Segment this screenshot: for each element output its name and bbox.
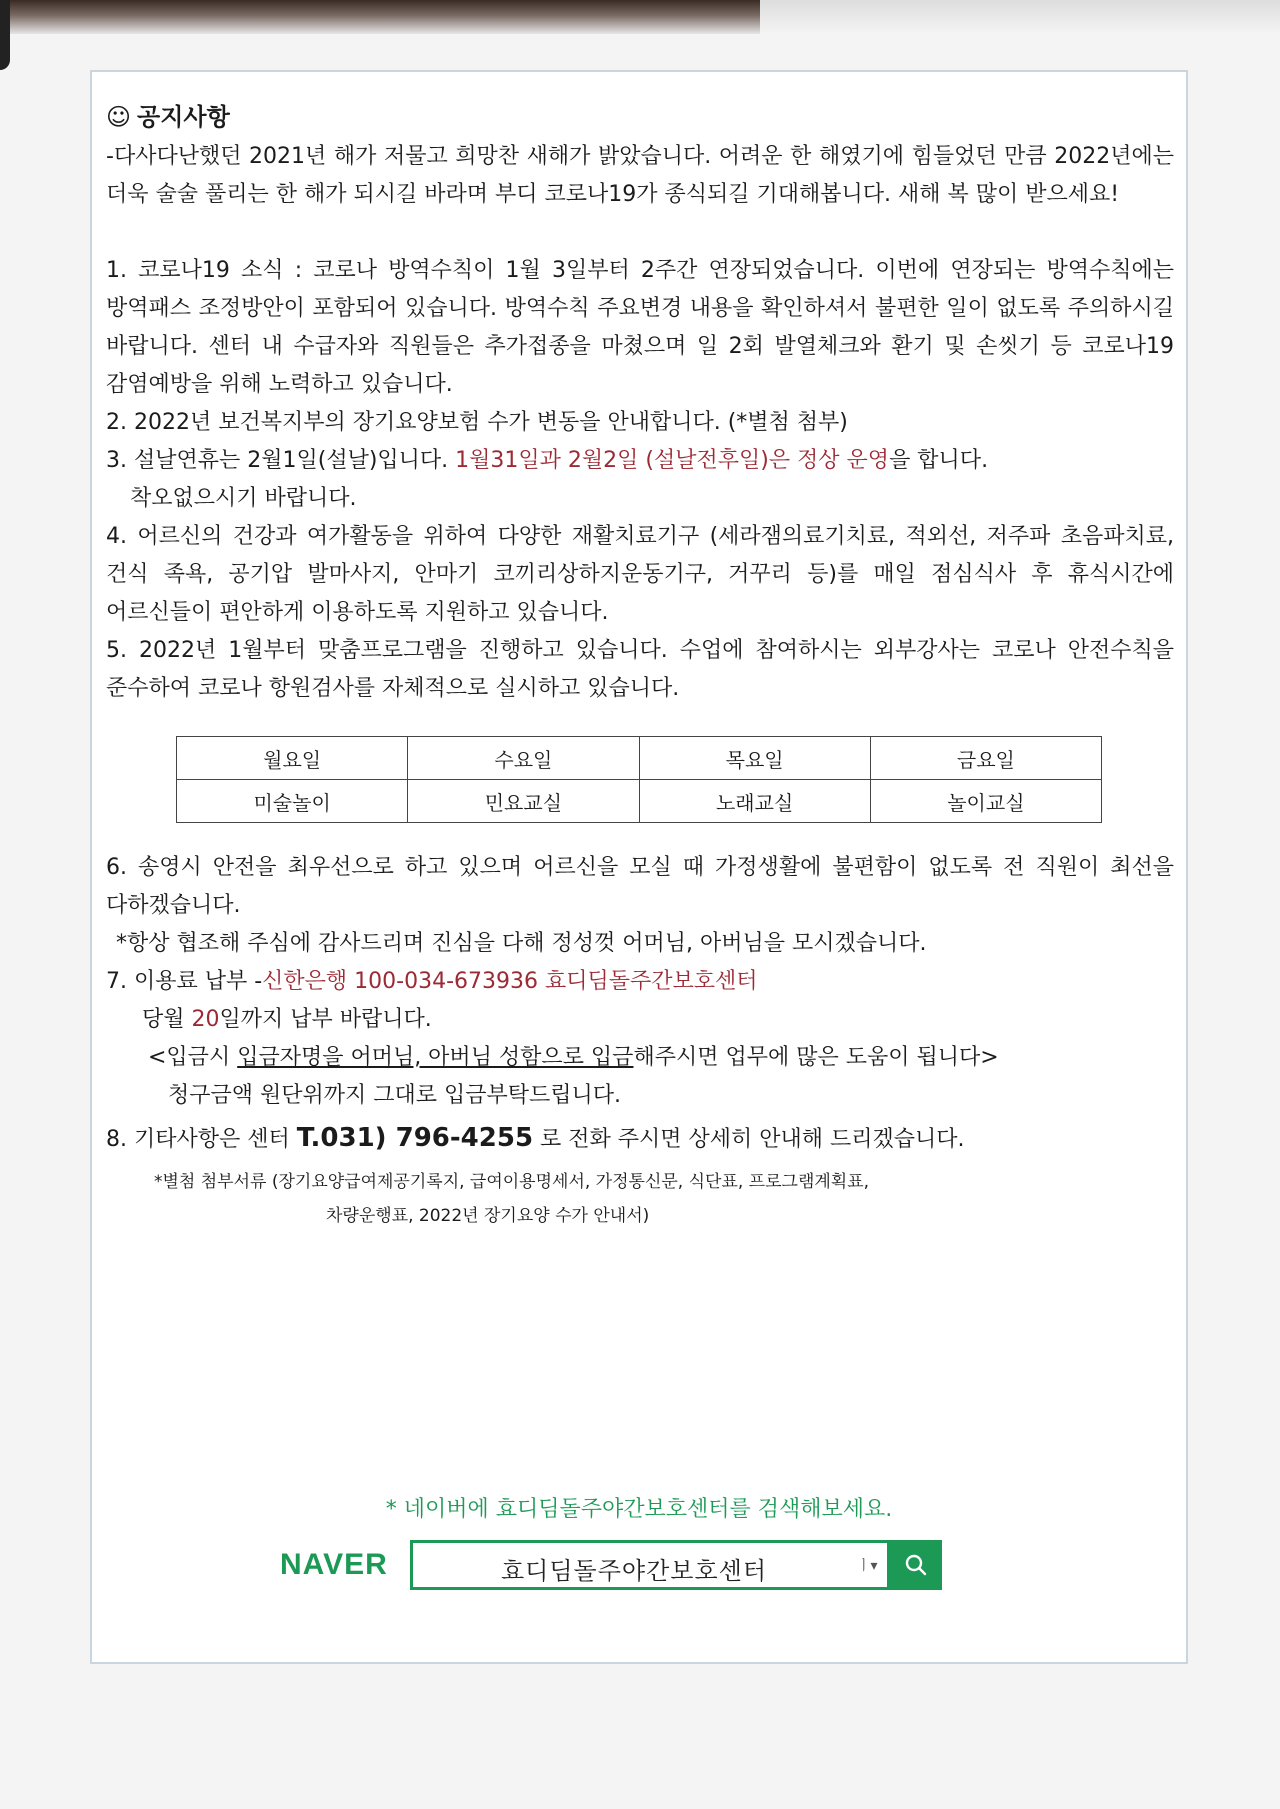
item-7-payment bbox=[106, 963, 1174, 1001]
item-7-due-text-end: 일까지 납부 바랍니다. bbox=[219, 1007, 432, 1032]
item-2-insurance: 2. 2022년 보건복지부의 장기요양보험 수가 변동을 안내합니다. (*별첨 첨부) bbox=[106, 410, 848, 435]
item-7-text: 7. 이용료 납부 - bbox=[106, 969, 263, 994]
attachments-line-1: *별첨 첨부서류 (장기요양급여제공기록지, 급여이용명세서, 가정통신문, 식단표, 프로그램계획표, bbox=[154, 1172, 870, 1192]
item-7-deposit-note bbox=[106, 1039, 1174, 1077]
item-7-amount-note: 청구금액 원단위까지 그대로 입금부탁드립니다. bbox=[168, 1083, 622, 1108]
naver-logo: NAVER bbox=[280, 1548, 388, 1581]
scan-top-shadow bbox=[0, 0, 1280, 34]
notice-title bbox=[106, 100, 1174, 134]
smile-icon: ☺ bbox=[106, 103, 132, 131]
naver-search-hint: * 네이버에 효디딤돌주야간보호센터를 검색해보세요. bbox=[385, 1497, 893, 1522]
item-6-transport: 6. 송영시 안전을 최우선으로 하고 있으며 어르신을 모실 때 가정생활에 불편함이 없도록 전 직원이 최선을 다하겠습니다. bbox=[106, 855, 1174, 918]
schedule-days-row bbox=[177, 737, 1102, 780]
schedule-program: 민요교실 bbox=[408, 780, 639, 823]
item-8-text: 8. 기타사항은 센터 bbox=[106, 1127, 297, 1152]
search-query: 효디딤돌주야간보호센터 bbox=[501, 1557, 768, 1585]
item-7-due-text: 당월 bbox=[142, 1007, 192, 1032]
item-3-holiday bbox=[106, 442, 1174, 480]
schedule-program: 미술놀이 bbox=[177, 780, 408, 823]
attachments-note bbox=[106, 1165, 1174, 1233]
item-4-rehab: 4. 어르신의 건강과 여가활동을 위하여 다양한 재활치료기구 (세라잼의료기치료, 적외선, 저주파 초음파치료, 건식 족욕, 공기압 발마사지, 안마기 코끼리상하지운동기구, 거꾸리 등)를 매일 점심식사 후 휴식시간에 어르신들이 편안하게 이용하도록 지원하고 있습니다. bbox=[106, 524, 1174, 625]
scan-left-shadow bbox=[0, 0, 10, 70]
item-8-text-end: 로 전화 주시면 상세히 안내해 드리겠습니다. bbox=[533, 1127, 965, 1152]
notice-content bbox=[106, 100, 1174, 1233]
schedule-day: 금요일 bbox=[870, 737, 1101, 780]
item-3-text: 3. 설날연휴는 2월1일(설날)입니다. bbox=[106, 448, 456, 473]
item-1-covid: 1. 코로나19 소식 : 코로나 방역수칙이 1월 3일부터 2주간 연장되었습니다. 이번에 연장되는 방역수칙에는 방역패스 조정방안이 포함되어 있습니다. 방역수칙 주요변경 내용을 확인하셔서 불편한 일이 없도록 주의하시길 바랍니다. 센터 내 수급자와 직원들은 추가접종을 마쳤으며 일 2회 발열체크와 환기 및 손씻기 등 코로나19 감염예방을 위해 노력하고 있습니다. bbox=[106, 258, 1174, 397]
item-5-program: 5. 2022년 1월부터 맞춤프로그램을 진행하고 있습니다. 수업에 참여하시는 외부강사는 코로나 안전수칙을 준수하여 코로나 항원검사를 자체적으로 실시하고 있습니다. bbox=[106, 638, 1174, 701]
schedule-program: 노래교실 bbox=[639, 780, 870, 823]
item-8-contact bbox=[106, 1119, 1174, 1159]
item-3-highlight: 1월31일과 2월2일 (설날전후일)은 정상 운영 bbox=[455, 448, 890, 473]
chevron-down-icon[interactable]: ㅣ▾ bbox=[857, 1558, 878, 1574]
bank-account: 신한은행 100-034-673936 효디딤돌주간보호센터 bbox=[262, 969, 758, 994]
scan-right-fade bbox=[1190, 60, 1280, 440]
schedule-programs-row bbox=[177, 780, 1102, 823]
notice-title-text: 공지사항 bbox=[137, 103, 230, 131]
search-input[interactable] bbox=[410, 1540, 890, 1590]
schedule-table bbox=[176, 736, 1102, 823]
item-6-note: *항상 협조해 주심에 감사드리며 진심을 다해 정성껏 어머님, 아버님을 모시겠습니다. bbox=[116, 931, 927, 956]
deposit-note-end: 해주시면 업무에 많은 도움이 됩니다> bbox=[633, 1045, 999, 1070]
notice-sheet bbox=[90, 70, 1188, 1664]
due-day: 20 bbox=[191, 1007, 220, 1032]
intro-paragraph: -다사다난했던 2021년 해가 저물고 희망찬 새해가 밝았습니다. 어려운 한 해였기에 힘들었던 만큼 2022년에는 더욱 술술 풀리는 한 해가 되시길 바라며 부디 코로나19가 종식되길 기대해봅니다. 새해 복 많이 받으세요! bbox=[106, 144, 1174, 207]
schedule-day: 수요일 bbox=[408, 737, 639, 780]
item-3-note: 착오없으시기 바랍니다. bbox=[130, 486, 357, 511]
schedule-day: 월요일 bbox=[177, 737, 408, 780]
center-phone: T.031) 796-4255 bbox=[296, 1123, 534, 1153]
deposit-note-underlined: 입금자명을 어머님, 아버님 성함으로 입금 bbox=[237, 1045, 634, 1070]
search-icon bbox=[904, 1553, 928, 1577]
item-3-text-end: 을 합니다. bbox=[889, 448, 989, 473]
deposit-note-start: <입금시 bbox=[148, 1045, 238, 1070]
schedule-day: 목요일 bbox=[639, 737, 870, 780]
naver-search-bar bbox=[280, 1540, 960, 1594]
search-button[interactable] bbox=[890, 1540, 942, 1590]
schedule-program: 놀이교실 bbox=[870, 780, 1101, 823]
attachments-line-2: 차량운행표, 2022년 장기요양 수가 안내서) bbox=[326, 1206, 650, 1226]
item-7-due bbox=[106, 1001, 1174, 1039]
